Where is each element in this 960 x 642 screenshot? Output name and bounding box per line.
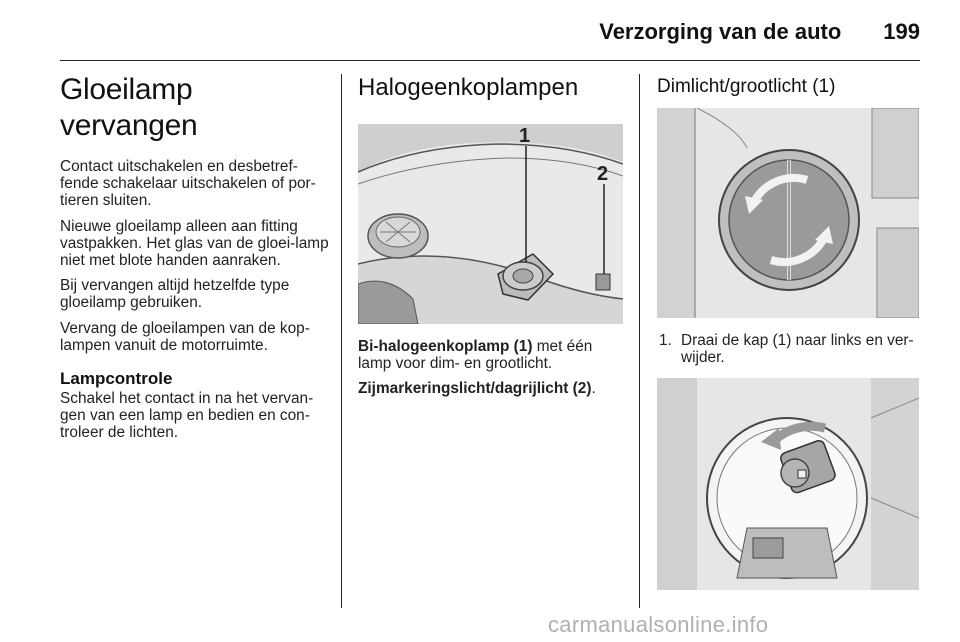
item-2-label: Zijmarkeringslicht/dagrijlicht (2)	[358, 380, 592, 398]
item-1-label: Bi-halogeenkoplamp (1)	[358, 338, 533, 355]
lamp-heading: Dimlicht/grootlicht (1)	[657, 76, 836, 97]
item-1-text: met één lamp voor dim- en grootlicht.	[358, 338, 593, 373]
bulb-figure	[657, 378, 919, 590]
step-1	[657, 332, 922, 366]
paragraph: Schakel het contact in na het vervan-gen van een lamp en bedien en con-troleer de lichten.	[60, 390, 314, 442]
step-number: 1.	[659, 332, 672, 349]
section-heading: Halogeenkoplampen	[358, 74, 579, 101]
section-title: Verzorging van de auto	[599, 19, 842, 44]
callout-2: 2	[597, 163, 609, 185]
item-2-text: .	[591, 380, 596, 398]
subheading: Lampcontrole	[60, 369, 173, 389]
page-number: 199	[883, 19, 920, 44]
headlamp-figure	[358, 124, 623, 324]
watermark: carmanualsonline.info	[548, 612, 769, 637]
item-1	[358, 338, 623, 372]
lamp-cap-figure	[657, 108, 919, 318]
column-divider-2	[639, 74, 640, 608]
page-header	[60, 16, 920, 48]
paragraph: Vervang de gloeilampen van de kop-lampen vanuit de motorruimte.	[60, 319, 310, 354]
column-1	[60, 72, 330, 450]
page-title: Gloeilamp vervangen	[60, 73, 198, 142]
column-2	[358, 72, 623, 406]
item-2	[358, 380, 623, 397]
paragraph: Bij vervangen altijd hetzelfde type gloeilamp gebruiken.	[60, 277, 290, 312]
step-text: Draai de kap (1) naar links en ver-wijder.	[681, 332, 914, 367]
callout-1: 1	[519, 125, 531, 147]
header-rule	[60, 60, 920, 61]
paragraph: Contact uitschakelen en desbetref-fende schakelaar uitschakelen of por-tieren sluiten.	[60, 158, 316, 210]
paragraph: Nieuwe gloeilamp alleen aan fitting vastpakken. Het glas van de gloei-lamp niet met blote handen aanraken.	[60, 217, 329, 270]
column-divider-1	[341, 74, 342, 608]
column-3	[657, 72, 922, 590]
